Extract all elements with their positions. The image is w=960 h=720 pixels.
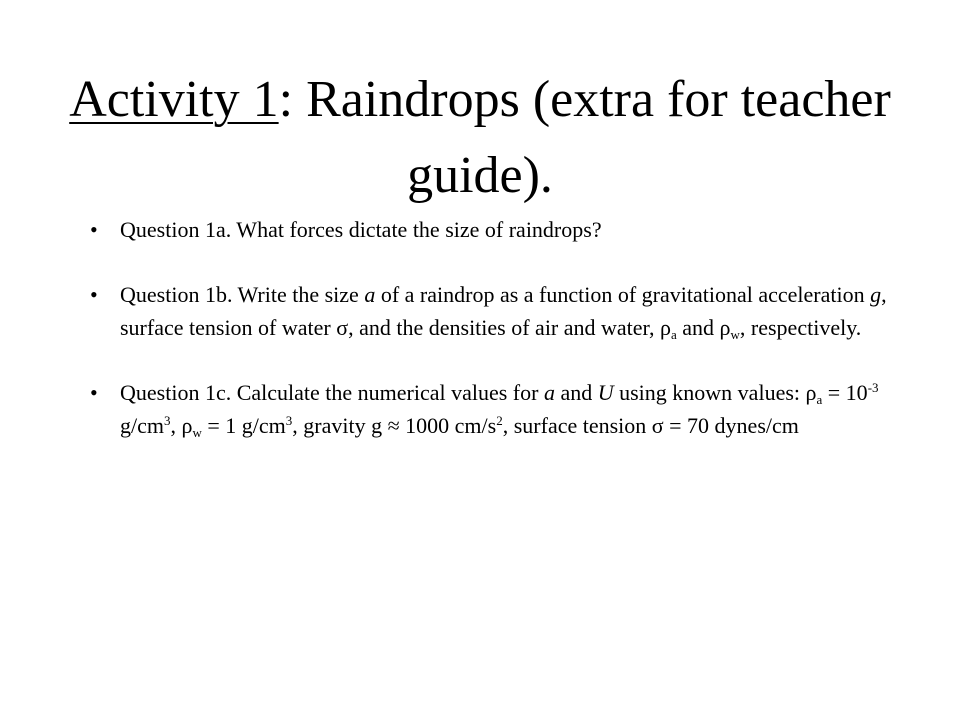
q1c-part: = 1 g/cm [201,413,286,438]
q1b-part: Question 1b. Write the size [120,282,365,307]
title-rest: : Raindrops (extra for teacher guide). [278,71,891,204]
q1c-sub-a: a [816,392,823,407]
q1c-sub-w: w [192,425,202,440]
q1c-part: , gravity g ≈ 1000 cm/s [292,413,497,438]
question-1a [90,213,900,246]
q1c-part: using known values: ρ [613,380,817,405]
q1b-part: , respectively. [739,315,862,340]
q1b-part: , surface tension of water σ, and the densities of air and water, ρ [120,282,887,340]
question-1b [90,278,900,344]
q1c-sup-exponent: 3 [285,413,293,428]
q1c-var-a: a [543,380,555,405]
q1b-sub-a: a [670,327,677,342]
q1b-var-g: g [870,282,882,307]
q1b-sub-w: w [730,327,740,342]
question-1b-text [120,282,887,340]
q1c-part: , surface tension σ = 70 dynes/cm [502,413,799,438]
q1b-var-a: a [364,282,376,307]
question-list [90,213,900,442]
bullet-dot-icon: • [90,282,98,307]
q1c-sup-exponent: 3 [164,413,171,428]
q1b-part: and ρ [676,315,731,340]
q1c-part: , ρ [170,413,193,438]
q1c-sup-exponent: -3 [867,380,879,395]
q1c-part: Question 1c. Calculate the numerical values for [120,380,544,405]
q1b-part: of a raindrop as a function of gravitational acceleration [375,282,871,307]
question-1c [90,376,900,442]
question-1a-text: Question 1a. What forces dictate the size of raindrops? [120,217,602,242]
q1c-var-u: U [597,380,614,405]
bullet-dot-icon: • [90,380,98,405]
q1c-part: = 10 [822,380,868,405]
question-1c-text [120,380,879,438]
q1c-part: g/cm [120,413,164,438]
bullet-dot-icon: • [90,217,98,242]
q1c-sup-exponent: 2 [496,413,503,428]
title-underlined: Activity 1 [69,71,279,128]
q1c-part: and [554,380,598,405]
slide-title [60,62,900,214]
